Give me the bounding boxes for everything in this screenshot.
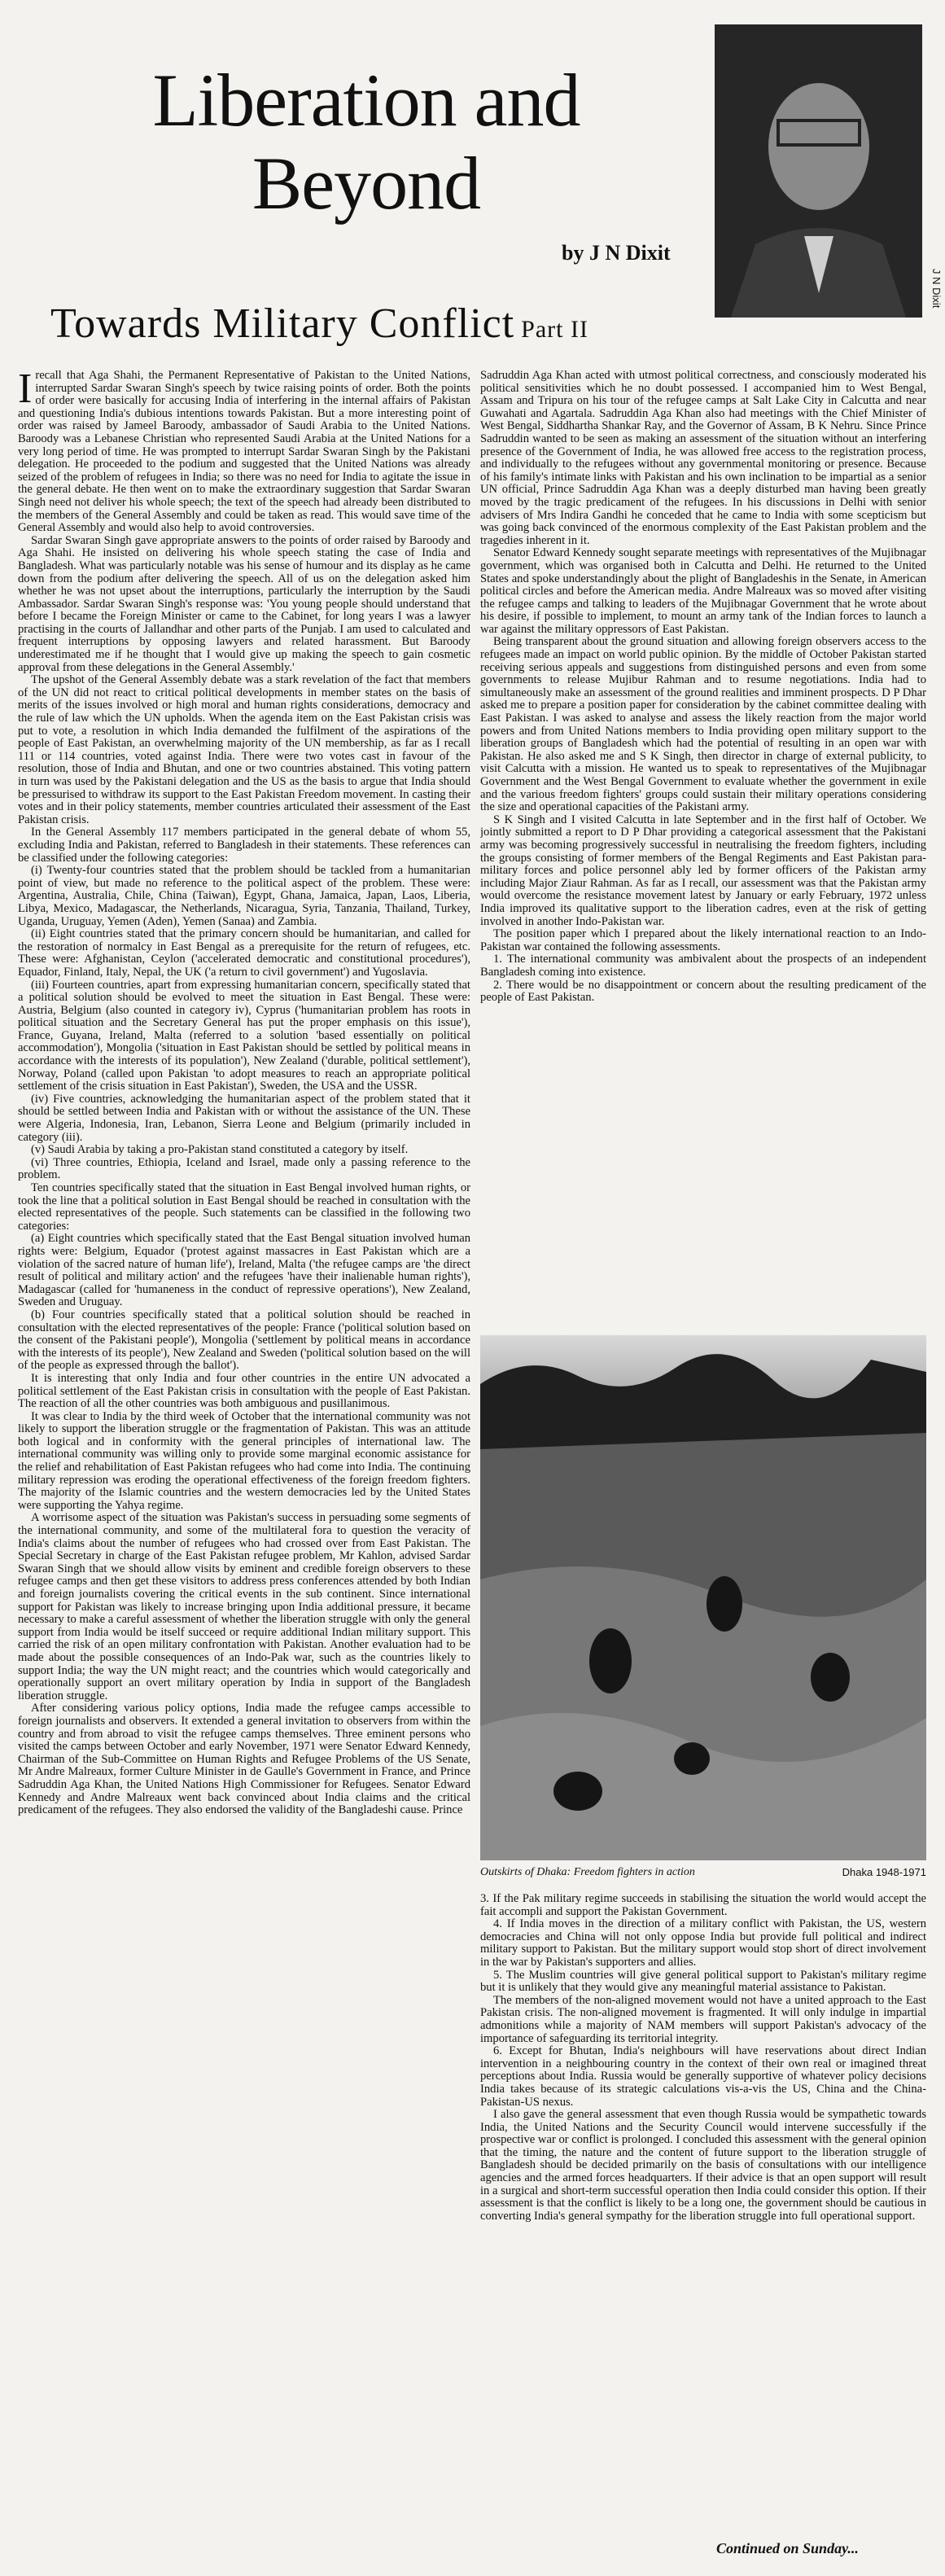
- headline-line-2: Beyond: [252, 141, 481, 225]
- list-item: (vi) Three countries, Ethiopia, Iceland and Israel, made only a passing reference to the problem.: [18, 1155, 470, 1182]
- paragraph: It was clear to India by the third week of October that the international community was not likely to support the liberation struggle or the fragmentation of Pakistan. This was an attitude both logical and in conformity with the general principles of international law. The international community was willing only to provide some marginal economic assistance for the relief and rehabilitation of East Pakistan refugees who had come into India. The continuing military repression was eroding the operational effectiveness of the foreign freedom fighters. The majority of the Islamic countries and the western democracies led by the United States were supporting the Yahya regime.: [18, 1409, 470, 1512]
- paragraph: Sadruddin Aga Khan acted with utmost political correctness, and consciously moderated his political sensitivities which he no doubt possessed. I accompanied him to West Bengal, Assam and Tripura on his tour of the refugee camps at Salt Lake City in Calcutta and near Guwahati and Agartala. Sadruddin Aga Khan also had meetings with the Chief Minister of West Bengal, Siddhartha Shankar Ray, and the Governor of Assam, B K Nehru. Since Prince Sadruddin wanted to be seen as making an assessment of the situation without an interfering presence of the Government of India, he was allowed free access to the registration process, and individually to the refugees without any governmental monitoring or presence. Because of his family's intimate links with Pakistan and his own inclination to be impartial as a senior UN official, Prince Sadruddin Aga Khan was a deeply disturbed man having been greatly moved by the tragic predicament of the refugees. In his discussions in Delhi with senior advisers of Mrs Indira Gandhi he conceded that he came to India with some scepticism but was going back convinced of the enormous complexity of the East Pakistan problem and the tragedies inherent in it.: [480, 370, 926, 547]
- caption-text: Outskirts of Dhaka: Freedom fighters in action: [480, 1866, 695, 1878]
- list-item: (i) Twenty-four countries stated that the problem should be tackled from a humanitarian point of view, but made no reference to the political aspect of the problem. These were: Argentina, Australia, Chile, China (Taiwan), Egypt, Ghana, Jamaica, Japan, Laos, Liberia, Libya, Mexico, Madagascar, the Netherlands, Nicaragua, Syria, Tanzania, Thailand, Turkey, Uganda, Uruguay, Yemen (Aden), Yemen (Sanaa) and Zambia.: [18, 864, 470, 928]
- paragraph: Sardar Swaran Singh gave appropriate answers to the points of order raised by Baroody and Aga Shahi. He insisted on delivering his whole speech stating the case of India and Bangladesh. What was particularly notable was his sense of humour and its display as he came down from the podium after delivering the speech. All of us on the delegation asked him whether he was not upset about the interruptions, particularly the interruption by the Saudi Ambassador. Sardar Swaran Singh's response was: 'You young people should understand that before I became the Foreign Minister or came to the Cabinet, for long years I was a lawyer practising in the courts of Jallandhar and other parts of the Punjab. I am used to calculated and frequent interruptions by opposing lawyers and related harassment. But Baroody underestimated me if he thought that I would give up making the speech to gain cosmetic approval from these delegations in the General Assembly.': [18, 533, 470, 674]
- list-item: (a) Eight countries which specifically stated that the East Bengal situation involved human rights were: Belgium, Equador ('protest against massacres in East Pakistan which are a violation of the sacred nature of human life'), Ireland, Malta ('the refugee camps are 'the direct result of political and military action' and the refugees 'have their inalienable human rights'), Madagascar (called for 'humaneness in the conduct of repressive operations'), New Zealand, Sweden and Uruguay.: [18, 1232, 470, 1309]
- article-column-right-bottom: [480, 1893, 926, 2536]
- part-label: Part II: [521, 316, 588, 343]
- paragraph: The members of the non-aligned movement would not have a united approach to the East Pakistan crisis. The non-aligned movement is fragmented. It will only indulge in impartial admonitions while a majority of NAM members will support Pakistan's advocacy of the importance of safeguarding its territorial integrity.: [480, 1993, 926, 2045]
- byline: by J N Dixit: [562, 241, 671, 265]
- author-photo: [715, 24, 922, 318]
- drop-cap: I: [18, 370, 33, 412]
- news-photo: [480, 1335, 926, 1860]
- paragraph: Senator Edward Kennedy sought separate meetings with representatives of the Mujibnagar government, which was organised both in Calcutta and Delhi. He returned to the United States and spoke understandingly about the plight of Bangladeshis in the Senate, in American political circles and before the American media. Andre Malreaux was so moved after visiting the refugee camps and talking to leaders of the Mujibnagar Government that he wrote about his desire, if possible to implement, to mount an army tank of the Indian forces to launch a war against the military oppressors of East Pakistan.: [480, 546, 926, 636]
- continued-note[interactable]: Continued on Sunday...: [716, 2540, 859, 2556]
- paragraph: I also gave the general assessment that even though Russia would be sympathetic towards India, the United Nations and the Security Council would intervene successfully if the prospective war or conflict is prolonged. I concluded this assessment with the general opinion that the timing, the nature and the content of future support to the liberation struggle of Bangladesh should be decided primarily on the basis of consultations with our intelligence agencies and the armed forces headquarters. If their advice is that an open support will result in a surgical and short-term successful operation then India could consider this option. If their assessment is that the conflict is likely to be a long one, the government should be cautious in converting India's general sympathy for the liberation struggle into full operational support.: [480, 2108, 926, 2223]
- paragraph: The position paper which I prepared about the likely international reaction to an Indo-Pakistan war contained the following assessments.: [480, 927, 926, 953]
- paragraph: In the General Assembly 117 members participated in the general debate of whom 55, excluding India and Pakistan, referred to Bangladesh in their statements. These references can be classified under the following categories:: [18, 826, 470, 865]
- headline: [33, 59, 700, 225]
- paragraph: S K Singh and I visited Calcutta in late September and in the first half of October. We jointly submitted a report to D P Dhar providing a categorical assessment that the Pakistani army was becoming progressively successful in neutralising the freedom fighters, including the groups consisting of former members of the Bengal Regiments and East Pakistan para-military forces and police personnel ably led by former officers of the Pakistan army including Major Ziaur Rahman. As far as I recall, our assessment was that the Pakistan army would overcome the resistance movement latest by January or early February, 1972 unless India improved its qualitative support to the liberation cadres, even at the risk of getting involved in another Indo-Pakistan war.: [480, 813, 926, 928]
- subheadline-text: Towards Military Conflict: [50, 300, 515, 347]
- list-item: 2. There would be no disappointment or concern about the resulting predicament of the people of East Pakistan.: [480, 978, 926, 1005]
- list-item: (ii) Eight countries stated that the primary concern should be humanitarian, and called for the restoration of normalcy in East Bengal as a prerequisite for the return of refugees, etc. These were: Afghanistan, Ceylon ('accelerated democratic and constitutional procedures'), Equador, Finland, Italy, Nepal, the UK ('a return to civil government') and Yugoslavia.: [18, 927, 470, 979]
- list-item: (b) Four countries specifically stated that a political solution should be reached in consultation with the elected representatives of the people: France ('political solution based on the consent of the Pakistani people'), Mongolia ('settlement by political means in accordance with the interests of its people'), New Zealand and Sweden ('political solution based on the will of the people as expressed through the ballot').: [18, 1308, 470, 1373]
- photo-caption: [480, 1866, 926, 1884]
- paragraph: It is interesting that only India and four other countries in the entire UN advocated a political settlement of the East Pakistan crisis in consultation with the people of East Pakistan. The reaction of all the other countries was both ambiguous and pusillanimous.: [18, 1371, 470, 1411]
- list-item: 5. The Muslim countries will give general political support to Pakistan's military regime but it is unlikely that they would give any meaningful material assistance to Pakistan.: [480, 1968, 926, 1995]
- paragraph-text: recall that Aga Shahi, the Permanent Representative of Pakistan to the United Nations, interrupted Sardar Swaran Singh's speech by twice raising points of order. Both the points of order were basically for accusing India of interfering in the internal affairs of Pakistan and questioning India's dubious intentions towards Pakistan. But a more interesting point of order was raised by Jameel Baroody, ambassador of Saudi Arabia to the United Nations. Baroody was a Lebanese Christian who represented Saudi Arabia at the United Nations for a very long period of time. He was prompted to interrupt Sardar Swaran Singh by the Pakistani delegation. He proceeded to the podium and suggested that the United Nations was already seized of the problem of refugees in India; so there was no need for India to agitate the issue in the general debate. He then went on to make the extraordinary suggestion that Sardar Swaran Singh need not deliver his whole speech; the text of the speech had already been distributed to the members of the General Assembly and could be taken as read. This would save time of the General Assembly and would also help to avoid controversies.: [18, 370, 470, 535]
- paragraph: A worrisome aspect of the situation was Pakistan's success in persuading some segments of the international community, and some of the multilateral fora to question the veracity of India's claims about the number of refugees who had crossed over from East Pakistan. The Special Secretary in charge of the East Pakistan refugee problem, Mr Kahlon, advised Sardar Swaran Singh that we should allow visits by eminent and credible foreign observers to these refugee camps and then get these visitors to address press conferences attended by both Indian and foreign journalists covering the critical events in the sub continent. Since international support for Pakistan was likely to increase bringing upon India additional pressure, it became necessary to make a careful assessment of whether the liberation struggle with only the general support from India would be itself succeed or require additional Indian military support. This carried the risk of an open military confrontation with Pakistan. Another evaluation had to be made about the possible consequences of an Indo-Pak war, such as the countries likely to support India; the way the UN might react; and the countries which would categorically and operationally support an overt military operation by India in support of the Bangladesh liberation struggle.: [18, 1511, 470, 1702]
- paragraph: The upshot of the General Assembly debate was a stark revelation of the fact that members of the UN did not react to critical political developments in member states on the basis of merits of the issues involved or high moral and human rights considerations, democracy and the rule of law which the UN upholds. When the agenda item on the East Pakistan crisis was put to vote, a resolution in which India demanded the fulfilment of the aspirations of the people of East Pakistan, an overwhelming majority of the UN membership, as far as I recall 111 or 114 countries, voted against India. There were two votes cast in favour of the resolution, those of India and Bhutan, and one or two countries abstained. This voting pattern in turn was used by the Pakistani delegation and the US as the basis to argue that India should be pressurised to withdraw its support to the East Pakistan Freedom movement. In casting their votes and in their policy statements, member countries articulated their assessment of the East Pakistan crisis.: [18, 673, 470, 826]
- photo-credit: J N Dixit: [930, 269, 943, 309]
- paragraph: After considering various policy options, India made the refugee camps accessible to foreign journalists and observers. It extended a general invitation to observers from within the country and from abroad to visit the refugee camps themselves. Three eminent persons who visited the camps between October and early November, 1971 were Senator Edward Kennedy, Chairman of the Sub-Committee on Human Rights and Refugee Problems of the US Senate, Mr Andre Malreaux, former Culture Minister in de Gaulle's Government in France, and Prince Sadruddin Aga Khan, the United Nations High Commissioner for Refugees. Senator Edward Kennedy and Andre Malreaux went back convinced about India claims and the critical predicament of the refugees. They also endorsed the validity of the Bangladeshi cause. Prince: [18, 1702, 470, 1817]
- list-item: (iii) Fourteen countries, apart from expressing humanitarian concern, specifically stated that a political solution should be evolved to meet the situation in East Bengal. These were: Austria, Belgium (also counted in category iv), Cyprus ('humanitarian problem has roots in political situation and the Secretary General has put the proper emphasis on this issue'), France, Guyana, Ireland, Malta (referred to a solution 'based essentially on political accommodation'), Mongolia ('situation in East Pakistan should be settled by political means in accordance with the interests of its population'), New Zealand ('durable, political settlement'), Norway, Poland (called upon Pakistan 'to adopt measures to reach an appropriate political settlement of the crisis situation in East Pakistan'), Sweden, the USA and the USSR.: [18, 978, 470, 1093]
- list-item: 1. The international community was ambivalent about the prospects of an independent Bangladesh coming into existence.: [480, 953, 926, 979]
- subheadline: [50, 300, 588, 354]
- article-column-left: [18, 370, 470, 2560]
- list-item: 4. If India moves in the direction of a military conflict with Pakistan, the US, western democracies and China will not only oppose India but provide full political and indirect military support to Pakistan. But the military support would stop short of direct involvement in the war by Pakistan's supporters and allies.: [480, 1917, 926, 1969]
- list-item: 6. Except for Bhutan, India's neighbours will have reservations about direct Indian intervention in a neighbouring country in the context of their own real or imagined threat perceptions about India. Russia would be generally supportive of whatever policy decisions India takes because of its strategic calculations vis-a-vis the US, China and the China-Pakistan-US nexus.: [480, 2044, 926, 2109]
- paragraph: Ten countries specifically stated that the situation in East Bengal involved human rights, or took the line that a political solution in East Bengal should be reached in consultation with the elected representatives of the people. Such statements can be classified in the following two categories:: [18, 1181, 470, 1233]
- caption-credit: Dhaka 1948-1971: [842, 1866, 926, 1878]
- article-column-right-top: [480, 370, 926, 1322]
- list-item: 3. If the Pak military regime succeeds in stabilising the situation the world would accept the fait accompli and support the Pakistan Government.: [480, 1893, 926, 1918]
- paragraph: Being transparent about the ground situation and allowing foreign observers access to the refugees made an impact on world public opinion. By the middle of October Pakistan started receiving serious appeals and suggestions from distinguished persons and even from some governments to release Mujibur Rahman and to resume negotiations. India had to simultaneously make an assessment of the ground realities and imminent prospects. D P Dhar asked me to prepare a position paper for consideration by the cabinet committee dealing with East Pakistan. I was asked to analyse and assess the likely reaction from the major world powers and from United Nations members to India providing open military support to the liberation groups of Bangladesh which had the potential of resulting in an open war with Pakistan. He also asked me and S K Singh, then director in charge of external publicity, to visit Calcutta with a mission. He wanted us to speak to representatives of the Mujibnagar Government and the West Bengal Government to evaluate whether the government in exile and the various freedom fighters' groups could sustain their military operations considering the size and operational capacities of the Pakistani army.: [480, 635, 926, 814]
- list-item: (iv) Five countries, acknowledging the humanitarian aspect of the problem stated that it should be settled between India and Pakistan with or without the assistance of the UN. These were Algeria, Indonesia, Iran, Lebanon, Sierra Leone and Belgium (primarily included in category (iii).: [18, 1092, 470, 1144]
- list-item: (v) Saudi Arabia by taking a pro-Pakistan stand constituted a category by itself.: [31, 1143, 409, 1157]
- paragraph: [18, 370, 470, 535]
- headline-line-1: Liberation and: [152, 58, 580, 142]
